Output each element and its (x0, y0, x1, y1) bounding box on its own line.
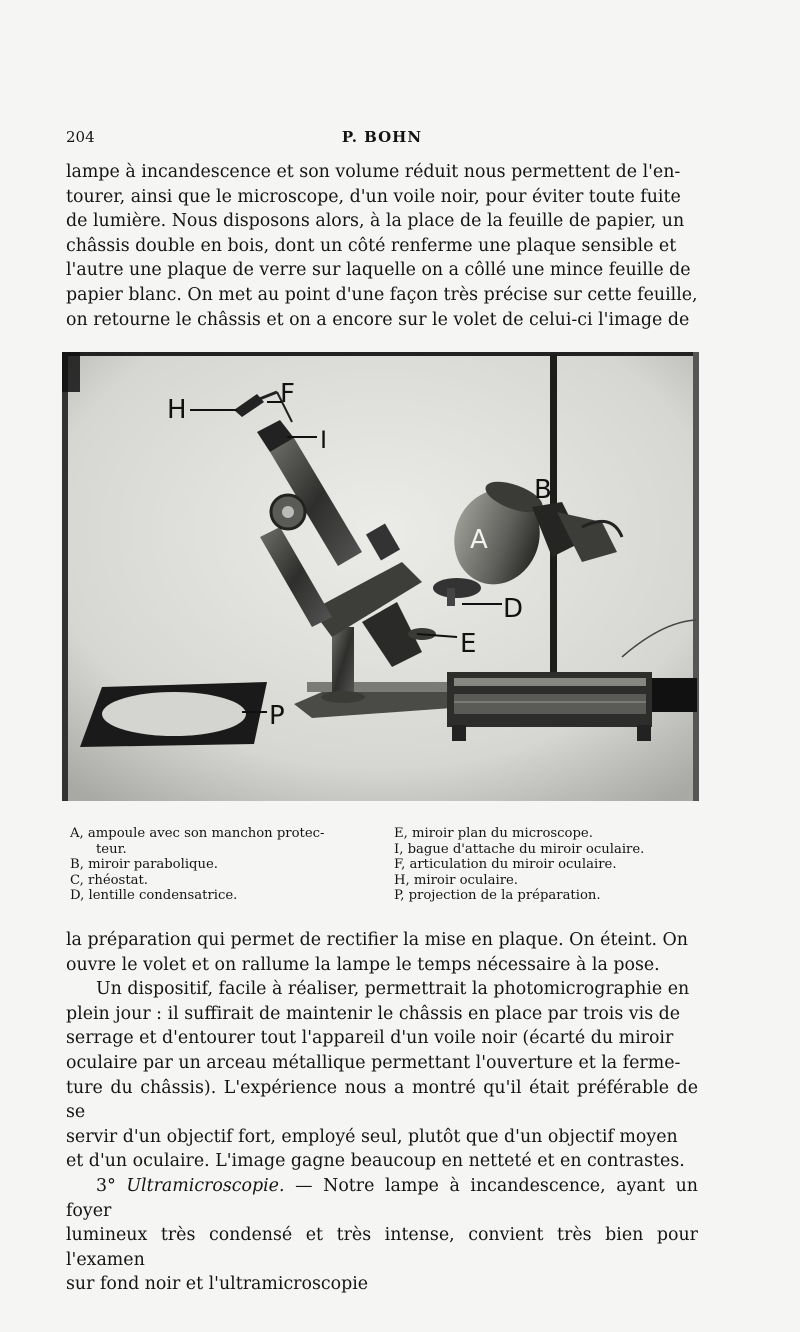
label-F: F (280, 379, 295, 409)
text-line: et d'un oculaire. L'image gagne beaucoup en netteté et en contrastes. (66, 1151, 685, 1172)
text-line: plein jour : il suffirait de maintenir le châssis en place par trois vis de (66, 1003, 681, 1024)
text-line: lumineux très condensé et très intense, convient très bien pour l'examen (66, 1225, 698, 1270)
label-H: H (167, 395, 187, 425)
legend-item: P, projection de la préparation. (394, 888, 601, 904)
top-paragraph (66, 160, 698, 332)
text-line: tourer, ainsi que le microscope, d'un voile noir, pour éviter toute fuite (66, 186, 681, 207)
label-B: B (534, 475, 552, 505)
section-title: Ultramicroscopie. (126, 1175, 285, 1196)
text-line: sur fond noir et l'ultramicroscopie (66, 1274, 369, 1295)
legend-item: H, miroir oculaire. (394, 872, 519, 888)
text-line: papier blanc. On met au point d'une façon très précise sur cette feuille, (66, 284, 698, 305)
label-I: I (320, 426, 328, 454)
legend-item: F, articulation du miroir oculaire. (394, 857, 617, 873)
text-line: Un dispositif, facile à réaliser, permettrait la photomicrographie en (96, 979, 690, 1000)
text-line: 3° Ultramicroscopie. — Notre lampe à incandescence, ayant un foyer (66, 1175, 698, 1221)
legend-left-column (70, 826, 385, 904)
legend-item: I, bague d'attache du miroir oculaire. (394, 841, 645, 857)
legend-item: A, ampoule avec son manchon protec- (70, 826, 325, 841)
label-A: A (470, 525, 488, 555)
text-line: ouvre le volet et on rallume la lampe le temps nécessaire à la pose. (66, 954, 660, 975)
legend-item: E, miroir plan du microscope. (394, 826, 593, 841)
running-title: P. BOHN (341, 128, 423, 146)
legend-item: B, miroir parabolique. (70, 857, 218, 873)
text-line: lampe à incandescence et son volume réduit nous permettent de l'en- (66, 162, 681, 182)
legend-item-continuation: teur. (96, 841, 127, 857)
label-P: P (269, 701, 285, 731)
legend-item: D, lentille condensatrice. (70, 888, 238, 904)
legend-item: C, rhéostat. (70, 872, 148, 888)
text-line: la préparation qui permet de rectifier la mise en plaque. On éteint. On (66, 930, 689, 950)
page-header (66, 128, 698, 150)
label-D: D (503, 594, 524, 624)
text-line: on retourne le châssis et on a encore sur le volet de celui-ci l'image de (66, 309, 690, 330)
text-line: ture du châssis). L'expérience nous a montré qu'il était préférable de se (66, 1077, 698, 1123)
text-line: châssis double en bois, dont un côté renferme une plaque sensible et (66, 235, 677, 256)
text-line: servir d'un objectif fort, employé seul, plutôt que d'un objectif moyen (66, 1126, 678, 1147)
text-line: oculaire par un arceau métallique permettant l'ouverture et la ferme- (66, 1052, 681, 1073)
label-E: E (460, 629, 477, 659)
microscope-figure (62, 352, 699, 801)
page-number: 204 (66, 128, 95, 146)
text-line: l'autre une plaque de verre sur laquelle on a côllé une mince feuille de (66, 260, 691, 281)
text-line: de lumière. Nous disposons alors, à la place de la feuille de papier, un (66, 211, 685, 232)
text-line: serrage et d'entourer tout l'appareil d'un voile noir (écarté du miroir (66, 1028, 674, 1049)
microscope-photo (62, 352, 699, 801)
legend-right-column (394, 826, 694, 904)
bottom-paragraph (66, 928, 698, 1297)
section-number: 3° (96, 1175, 116, 1196)
